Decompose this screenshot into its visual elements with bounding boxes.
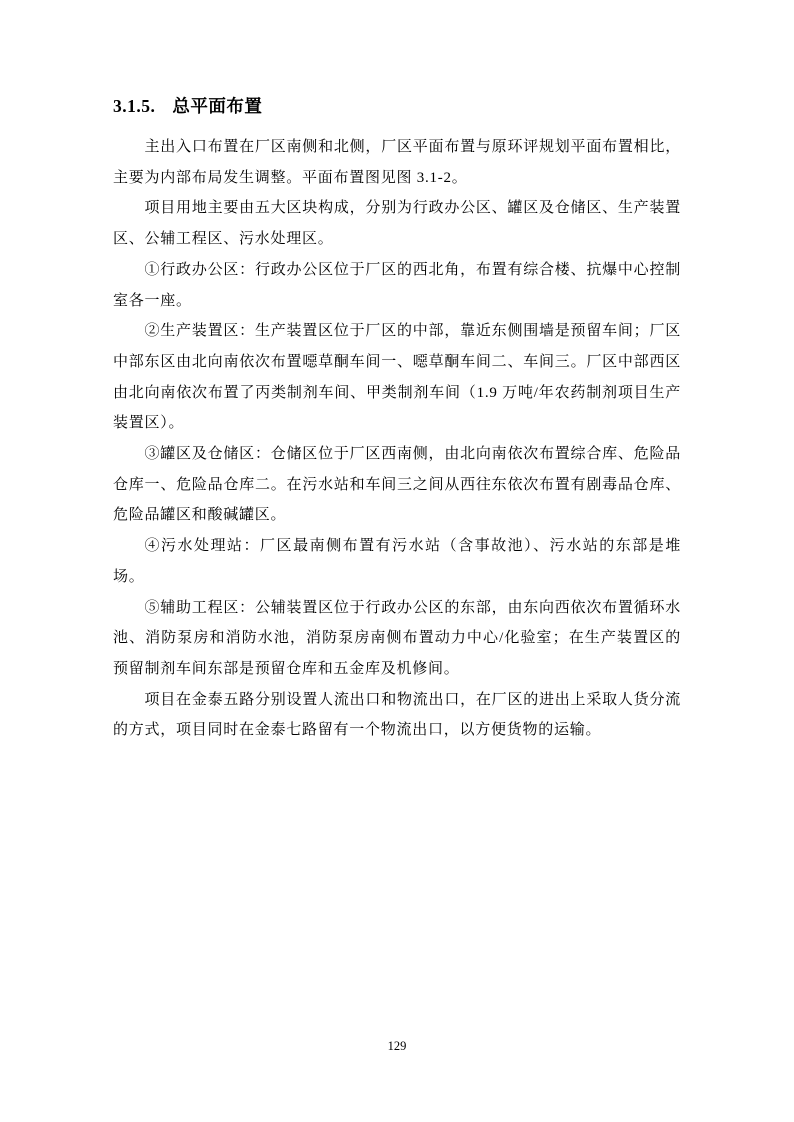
page-number: 129 [387, 1039, 407, 1053]
body-paragraph: 主出入口布置在厂区南侧和北侧，厂区平面布置与原环评规划平面布置相比，主要为内部布局发生调整。平面布置图见图 3.1-2。 [113, 139, 681, 186]
section-body [113, 132, 681, 746]
document-content [113, 93, 681, 746]
body-paragraph: ④污水处理站：厂区最南侧布置有污水站（含事故池）、污水站的东部是堆场。 [113, 538, 681, 585]
body-paragraph: ⑤辅助工程区：公辅装置区位于行政办公区的东部，由东向西依次布置循环水池、消防泵房和消防水池，消防泵房南侧布置动力中心/化验室；在生产装置区的预留制剂车间东部是预留仓库和五金库及机修间。 [113, 599, 681, 677]
body-paragraph: ③罐区及仓储区：仓储区位于厂区西南侧，由北向南依次布置综合库、危险品仓库一、危险品仓库二。在污水站和车间三之间从西往东依次布置有剧毒品仓库、危险品罐区和酸碱罐区。 [113, 446, 681, 524]
body-paragraph: ②生产装置区：生产装置区位于厂区的中部，靠近东侧围墙是预留车间；厂区中部东区由北向南依次布置噁草酮车间一、噁草酮车间二、车间三。厂区中部西区由北向南依次布置了丙类制剂车间、甲类制剂车间（1.9 万吨/年农药制剂项目生产装置区）。 [113, 323, 681, 432]
section-title: 总平面布置 [172, 96, 263, 116]
body-paragraph: ①行政办公区：行政办公区位于厂区的西北角，布置有综合楼、抗爆中心控制室各一座。 [113, 261, 681, 309]
section-number: 3.1.5. [113, 96, 156, 116]
body-paragraph: 项目在金泰五路分别设置人流出口和物流出口，在厂区的进出上采取人货分流的方式，项目同时在金泰七路留有一个物流出口，以方便货物的运输。 [113, 691, 681, 739]
body-paragraph: 项目用地主要由五大区块构成，分别为行政办公区、罐区及仓储区、生产装置区、公辅工程区、污水处理区。 [113, 200, 681, 248]
section-heading [113, 93, 681, 119]
